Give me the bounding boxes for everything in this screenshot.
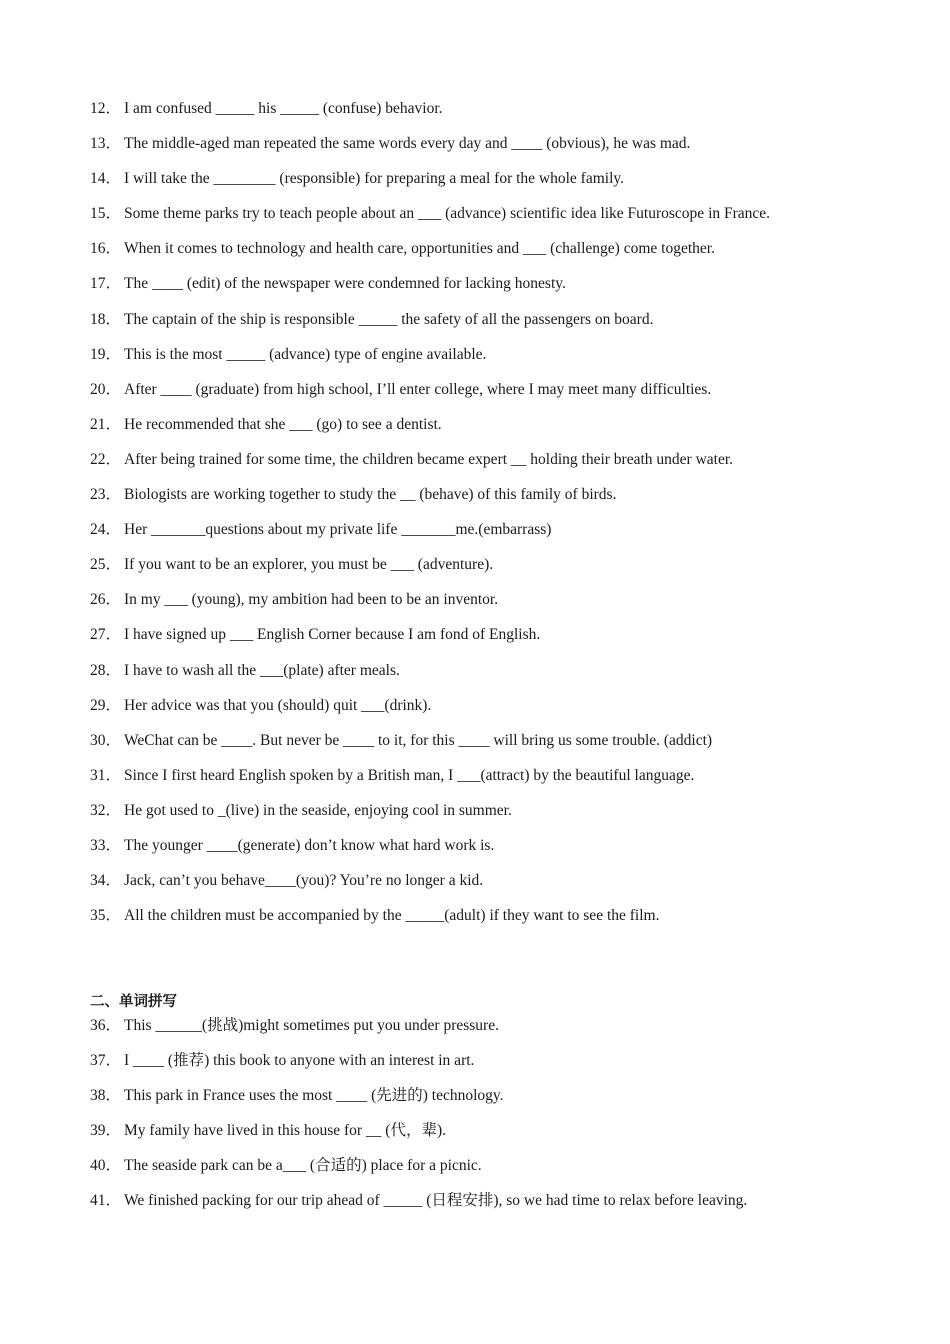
question-number: 39． [90,1122,122,1140]
question-text: Biologists are working together to study the __ (behave) of this family of birds. [124,486,617,504]
question-text: The middle-aged man repeated the same words every day and ____ (obvious), he was mad. [124,135,691,153]
question-text: In my ___ (young), my ambition had been to be an inventor. [124,591,499,609]
question-26 [90,588,910,623]
question-18 [90,308,910,343]
question-20 [90,378,910,413]
question-number: 12． [90,100,122,117]
question-number: 36． [90,1017,122,1034]
question-number: 17． [90,275,122,293]
question-number: 15． [90,205,122,223]
question-19 [90,343,910,378]
question-37 [90,1049,910,1084]
question-32 [90,799,910,834]
question-text: Since I first heard English spoken by a British man, I ___(attract) by the beautiful language. [124,766,695,784]
question-text: Some theme parks try to teach people about an ___ (advance) scientific idea like Futuroscope in France. [124,205,771,223]
question-36 [90,1014,910,1049]
question-39 [90,1119,910,1154]
question-number: 40． [90,1157,122,1175]
question-27 [90,623,910,658]
question-15 [90,202,910,237]
question-text: He got used to _(live) in the seaside, enjoying cool in summer. [124,801,512,819]
spelling-section [90,990,910,1225]
question-21 [90,413,910,448]
question-text: The seaside park can be a___ (合适的) place for a picnic. [124,1157,482,1175]
question-number: 27． [90,626,122,644]
question-number: 30． [90,731,122,749]
question-text: Jack, can’t you behave____(you)? You’re no longer a kid. [124,872,484,890]
question-41 [90,1189,910,1224]
question-number: 25． [90,556,122,574]
question-number: 19． [90,345,122,363]
question-number: 29． [90,696,122,714]
question-number: 16． [90,240,122,258]
question-number: 28． [90,661,122,679]
question-number: 22． [90,450,122,468]
question-33 [90,834,910,869]
question-text: WeChat can be ____. But never be ____ to it, for this ____ will bring us some trouble. (addict) [124,731,713,749]
question-text: After being trained for some time, the children became expert __ holding their breath under water. [124,450,734,468]
question-text: The captain of the ship is responsible _____ the safety of all the passengers on board. [124,310,654,328]
question-number: 31． [90,766,122,784]
question-number: 26． [90,591,122,609]
question-text: I will take the ________ (responsible) for preparing a meal for the whole family. [124,170,625,188]
question-number: 38． [90,1087,122,1105]
question-text: He recommended that she ___ (go) to see a dentist. [124,415,442,433]
question-text: When it comes to technology and health care, opportunities and ___ (challenge) come together. [124,240,715,258]
question-16 [90,237,910,272]
question-38 [90,1084,910,1119]
question-24 [90,518,910,553]
question-text: I ____ (推荐) this book to anyone with an interest in art. [124,1052,475,1070]
question-text: This is the most _____ (advance) type of engine available. [124,345,487,363]
question-text: My family have lived in this house for __ (代，辈). [124,1122,447,1140]
question-number: 18． [90,310,122,328]
question-25 [90,553,910,588]
question-text: I have signed up ___ English Corner because I am fond of English. [124,626,541,644]
question-text: Her advice was that you (should) quit ___(drink). [124,696,432,714]
question-number: 32． [90,801,122,819]
question-40 [90,1154,910,1189]
question-23 [90,483,910,518]
question-22 [90,448,910,483]
question-34 [90,869,910,904]
section-heading: 二、单词拼写 [90,994,177,1010]
question-text: I have to wash all the ___(plate) after meals. [124,661,400,679]
question-number: 20． [90,380,122,398]
question-number: 35． [90,907,122,925]
question-number: 37． [90,1052,122,1070]
question-17 [90,272,910,307]
question-text: This park in France uses the most ____ (先进的) technology. [124,1087,504,1105]
question-number: 13． [90,135,122,153]
question-number: 33． [90,836,122,854]
fill-in-section [90,97,910,939]
question-13 [90,132,910,167]
question-14 [90,167,910,202]
question-number: 21． [90,415,122,433]
question-35 [90,904,910,939]
question-12 [90,97,910,132]
question-text: If you want to be an explorer, you must be ___ (adventure). [124,556,494,574]
question-29 [90,694,910,729]
question-30 [90,729,910,764]
question-text: I am confused _____ his _____ (confuse) behavior. [124,100,443,117]
question-text: This ______(挑战)might sometimes put you under pressure. [124,1017,499,1034]
question-number: 23． [90,486,122,504]
question-31 [90,764,910,799]
question-text: The ____ (edit) of the newspaper were condemned for lacking honesty. [124,275,566,293]
question-number: 34． [90,872,122,890]
question-text: After ____ (graduate) from high school, I’ll enter college, where I may meet many difficulties. [124,380,712,398]
question-text: Her _______questions about my private life _______me.(embarrass) [124,521,552,539]
question-text: The younger ____(generate) don’t know what hard work is. [124,836,495,854]
question-28 [90,659,910,694]
question-text: All the children must be accompanied by the _____(adult) if they want to see the film. [124,907,660,925]
question-number: 24． [90,521,122,539]
question-number: 14． [90,170,122,188]
question-number: 41． [90,1192,122,1210]
question-text: We finished packing for our trip ahead of _____ (日程安排), so we had time to relax before leaving. [124,1192,748,1210]
